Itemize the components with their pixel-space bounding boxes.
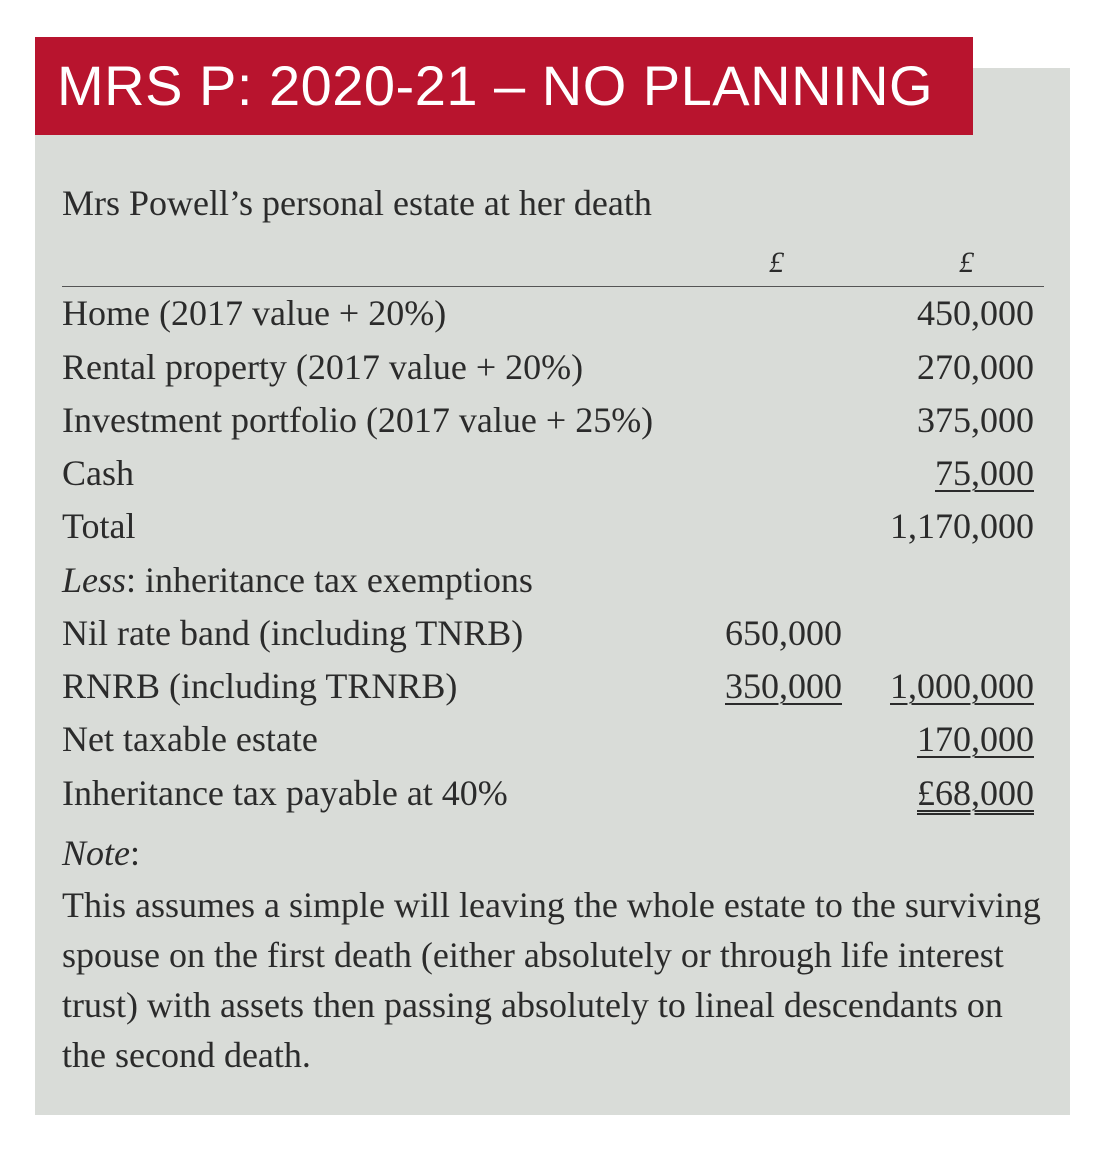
note-text: This assumes a simple will leaving the whole estate to the surviving spouse on the first death (either absolutely or through life interest trust) with assets then passing absolutely to lineal descendants on the second death.	[62, 885, 1041, 1075]
table-row-cash	[62, 448, 1034, 498]
page-title: MRS P: 2020-21 – NO PLANNING	[35, 37, 973, 135]
row-label: RNRB (including TRNRB)	[62, 666, 458, 706]
table-row-nil-rate-band	[62, 608, 1034, 658]
row-label: Net taxable estate	[62, 719, 318, 759]
less-label-rest: : inheritance tax exemptions	[126, 560, 533, 600]
table-row-rnrb	[62, 661, 1034, 711]
note-label-suffix: :	[130, 833, 141, 873]
table-row-total	[62, 501, 1034, 551]
less-label: Less	[62, 560, 127, 600]
row-label: Inheritance tax payable at 40%	[62, 773, 508, 813]
currency-header-col2: £	[959, 246, 974, 279]
table-row-rental	[62, 342, 1034, 392]
table-row-net-taxable	[62, 714, 1034, 764]
row-label: Total	[62, 506, 136, 546]
table-row-iht-payable	[62, 768, 1034, 818]
row-value: 1,170,000	[890, 506, 1034, 546]
note-label-text: Note	[62, 833, 130, 873]
row-label: Investment portfolio (2017 value + 25%)	[62, 400, 654, 440]
row-value-col1: 650,000	[725, 613, 842, 653]
row-value-col1: 350,000	[725, 666, 842, 706]
row-value: 375,000	[917, 400, 1034, 440]
table-row-home	[62, 288, 1034, 338]
row-label: Nil rate band (including TNRB)	[62, 613, 524, 653]
row-value: 1,000,000	[890, 666, 1034, 706]
table-subtitle: Mrs Powell’s personal estate at her death	[62, 183, 652, 223]
row-value: £68,000	[917, 773, 1034, 813]
row-value: 170,000	[917, 719, 1034, 759]
row-value: 270,000	[917, 347, 1034, 387]
row-value: 75,000	[935, 453, 1034, 493]
row-value: 450,000	[917, 293, 1034, 333]
table-row-investment	[62, 395, 1034, 445]
currency-header-col1: £	[769, 246, 784, 279]
row-label: Cash	[62, 453, 134, 493]
row-label: Home (2017 value + 20%)	[62, 293, 447, 333]
table-row-less	[62, 555, 1034, 605]
row-label: Rental property (2017 value + 20%)	[62, 347, 584, 387]
header-divider	[62, 286, 1044, 287]
note-label	[62, 832, 140, 874]
row-label	[62, 555, 533, 605]
